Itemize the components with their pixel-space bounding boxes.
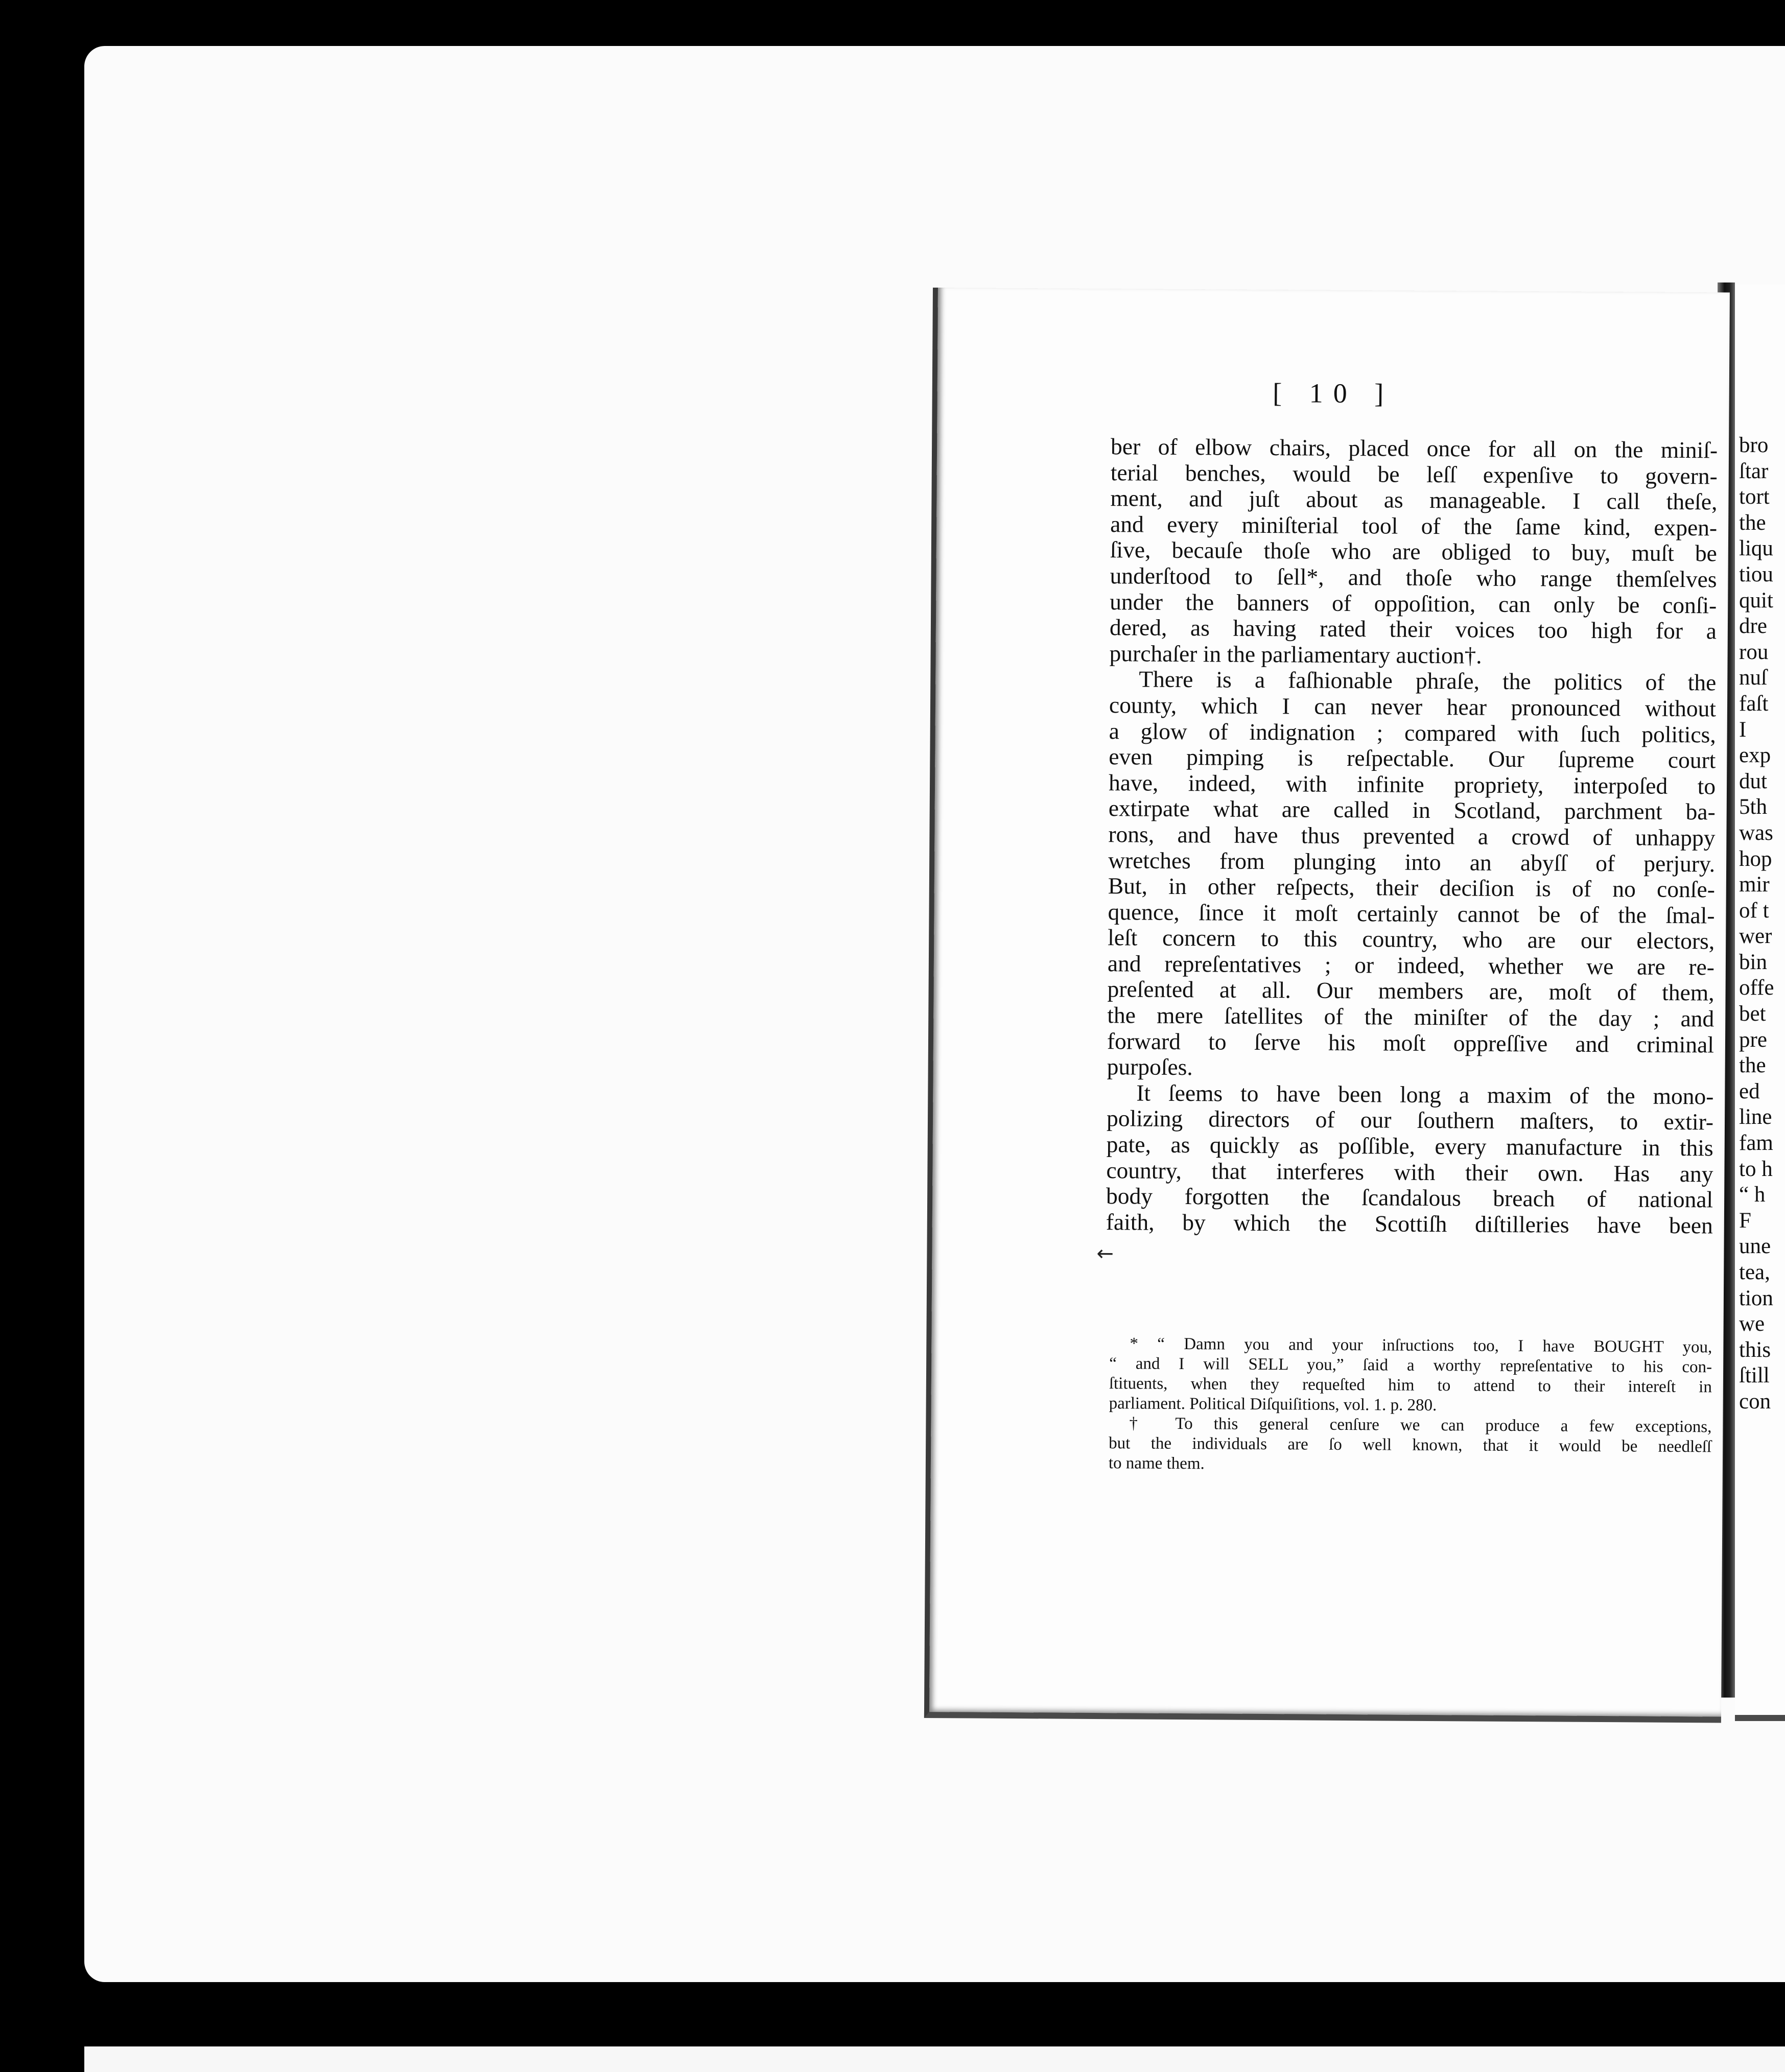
body-line: under the banners of oppoſition, can only be conſi- [1110, 588, 1717, 618]
footnote-line: “ and I will SELL you,” ſaid a worthy repreſentative to his con- [1109, 1354, 1712, 1377]
body-line: forward to ſerve his moſt oppreſſive and criminal [1107, 1027, 1714, 1058]
facing-page-line: I [1739, 717, 1747, 742]
facing-page-line: line [1739, 1105, 1772, 1129]
facing-page-line: tion [1739, 1286, 1773, 1310]
facing-page-line: une [1739, 1234, 1771, 1259]
facing-page-line: of t [1739, 898, 1769, 923]
body-line: It ſeems to have been long a maxim of the mono- [1136, 1079, 1714, 1110]
facing-page-line: fam [1739, 1131, 1773, 1156]
facing-page-line: bin [1739, 950, 1767, 974]
page-number-header: [ 10 ] [1273, 378, 1394, 409]
footnote-line: * “ Damn you and your inſructions too, I have BOUGHT you, [1130, 1334, 1712, 1357]
body-line: polizing directors of our ſouthern maſters, to extir- [1106, 1105, 1714, 1135]
facing-page-line: hop [1739, 846, 1772, 871]
facing-page-line: rou [1739, 640, 1769, 664]
facing-page-line: we [1739, 1312, 1765, 1336]
body-line: pate, as quickly as poſſible, every manufacture in this [1106, 1131, 1713, 1161]
facing-page-line: liqu [1739, 536, 1773, 561]
footnote-line: ſtituents, when they requeſted him to attend to their intereſt in [1109, 1374, 1712, 1397]
body-line: leſt concern to this country, who are our electors, [1108, 924, 1715, 954]
facing-page-line: this [1739, 1337, 1771, 1362]
facing-page-line: exp [1739, 743, 1771, 768]
facing-page-line: ed [1739, 1079, 1760, 1103]
facing-page-line: F [1739, 1208, 1751, 1233]
body-line: body forgotten the ſcandalous breach of national [1106, 1183, 1713, 1213]
body-line: country, that interferes with their own. Has any [1106, 1157, 1713, 1187]
body-line: There is a faſhionable phraſe, the politics of the [1139, 666, 1717, 696]
body-line: rons, and have thus prevented a crowd of unhappy [1108, 821, 1716, 851]
body-line: faith, by which the Scottiſh diſtilleries have been [1106, 1208, 1713, 1239]
body-line: a glow of indignation ; compared with ſuch politics, [1109, 717, 1716, 747]
facing-page-line: ſtill [1739, 1363, 1770, 1388]
left-page [924, 288, 1730, 1723]
body-line: have, indeed, with infinite propriety, interpoſed to [1108, 769, 1716, 799]
facing-page-line: pre [1739, 1027, 1767, 1052]
footnote-line: to name them. [1108, 1454, 1205, 1473]
facing-page-line: quit [1739, 588, 1773, 613]
facing-page-line: ſtar [1739, 459, 1769, 483]
margin-arrow-mark: ← [1096, 1241, 1114, 1266]
body-line: even pimping is reſpectable. Our ſupreme court [1109, 743, 1716, 773]
facing-page-line: “ h [1739, 1183, 1766, 1207]
body-line: extirpate what are called in Scotland, parchment ba- [1108, 795, 1716, 825]
body-line: and every miniſterial tool of the ſame kind, expen- [1110, 510, 1718, 541]
body-line: ber of elbow chairs, placed once for all on the miniſ- [1110, 433, 1718, 463]
facing-page-text [1739, 433, 1774, 1415]
facing-page-line: to h [1739, 1157, 1773, 1181]
body-line: quence, ſince it moſt certainly cannot be of the ſmal- [1108, 898, 1715, 929]
footnote-line: parliament. Political Diſquiſitions, vol. 1. p. 280. [1109, 1394, 1437, 1415]
facing-page-line: wer [1739, 924, 1772, 949]
body-line: preſented at all. Our members are, moſt of them, [1107, 976, 1714, 1006]
facing-page-line: nuſ [1739, 666, 1767, 690]
facing-page-line: faſt [1739, 691, 1769, 716]
facing-page-line: offe [1739, 976, 1774, 1000]
body-line: But, in other reſpects, their deciſion is of no conſe- [1108, 873, 1715, 903]
footnotes [1109, 1334, 1712, 1477]
body-line: underſtood to ſell*, and thoſe who range themſelves [1110, 562, 1717, 593]
footnote-line: but the individuals are ſo well known, that it would be needleſſ [1109, 1434, 1712, 1456]
facing-page-line: con [1739, 1389, 1771, 1414]
facing-page-line: 5th [1739, 795, 1767, 819]
body-line: purpoſes. [1107, 1053, 1193, 1080]
facing-page-line: tea, [1739, 1260, 1770, 1284]
facing-page-line: tiou [1739, 562, 1773, 586]
facing-page-line: dut [1739, 769, 1767, 793]
body-line: wretches from plunging into an abyſſ of perjury. [1108, 846, 1716, 877]
body-line: purchaſer in the parliamentary auction†. [1109, 640, 1482, 669]
body-line: terial benches, would be leſſ expenſive to govern- [1110, 459, 1718, 489]
body-line: the mere ſatellites of the miniſter of the day ; and [1107, 1002, 1714, 1032]
body-line: ſive, becauſe thoſe who are obliged to buy, muſt be [1110, 536, 1718, 567]
facing-page-line: the [1739, 1053, 1766, 1078]
facing-page-line: was [1739, 820, 1773, 845]
footnote-line: † To this general cenſure we can produce a few exceptions, [1129, 1414, 1712, 1437]
scanner-bottom-strip [84, 2046, 1785, 2072]
body-text [1106, 434, 1718, 1239]
facing-page-line: bro [1739, 433, 1769, 457]
body-line: county, which I can never hear pronounced without [1109, 692, 1717, 722]
facing-page-line: dre [1739, 614, 1767, 639]
facing-page-line: mir [1739, 873, 1770, 897]
body-line: ment, and juſt about as manageable. I call theſe, [1110, 485, 1718, 515]
body-line: and repreſentatives ; or indeed, whether we are re- [1107, 950, 1715, 980]
facing-page-line: tort [1739, 485, 1770, 509]
facing-page [1735, 285, 1785, 1721]
facing-page-line: bet [1739, 1002, 1766, 1026]
body-line: dered, as having rated their voices too high for a [1109, 614, 1717, 644]
facing-page-line: the [1739, 510, 1766, 535]
